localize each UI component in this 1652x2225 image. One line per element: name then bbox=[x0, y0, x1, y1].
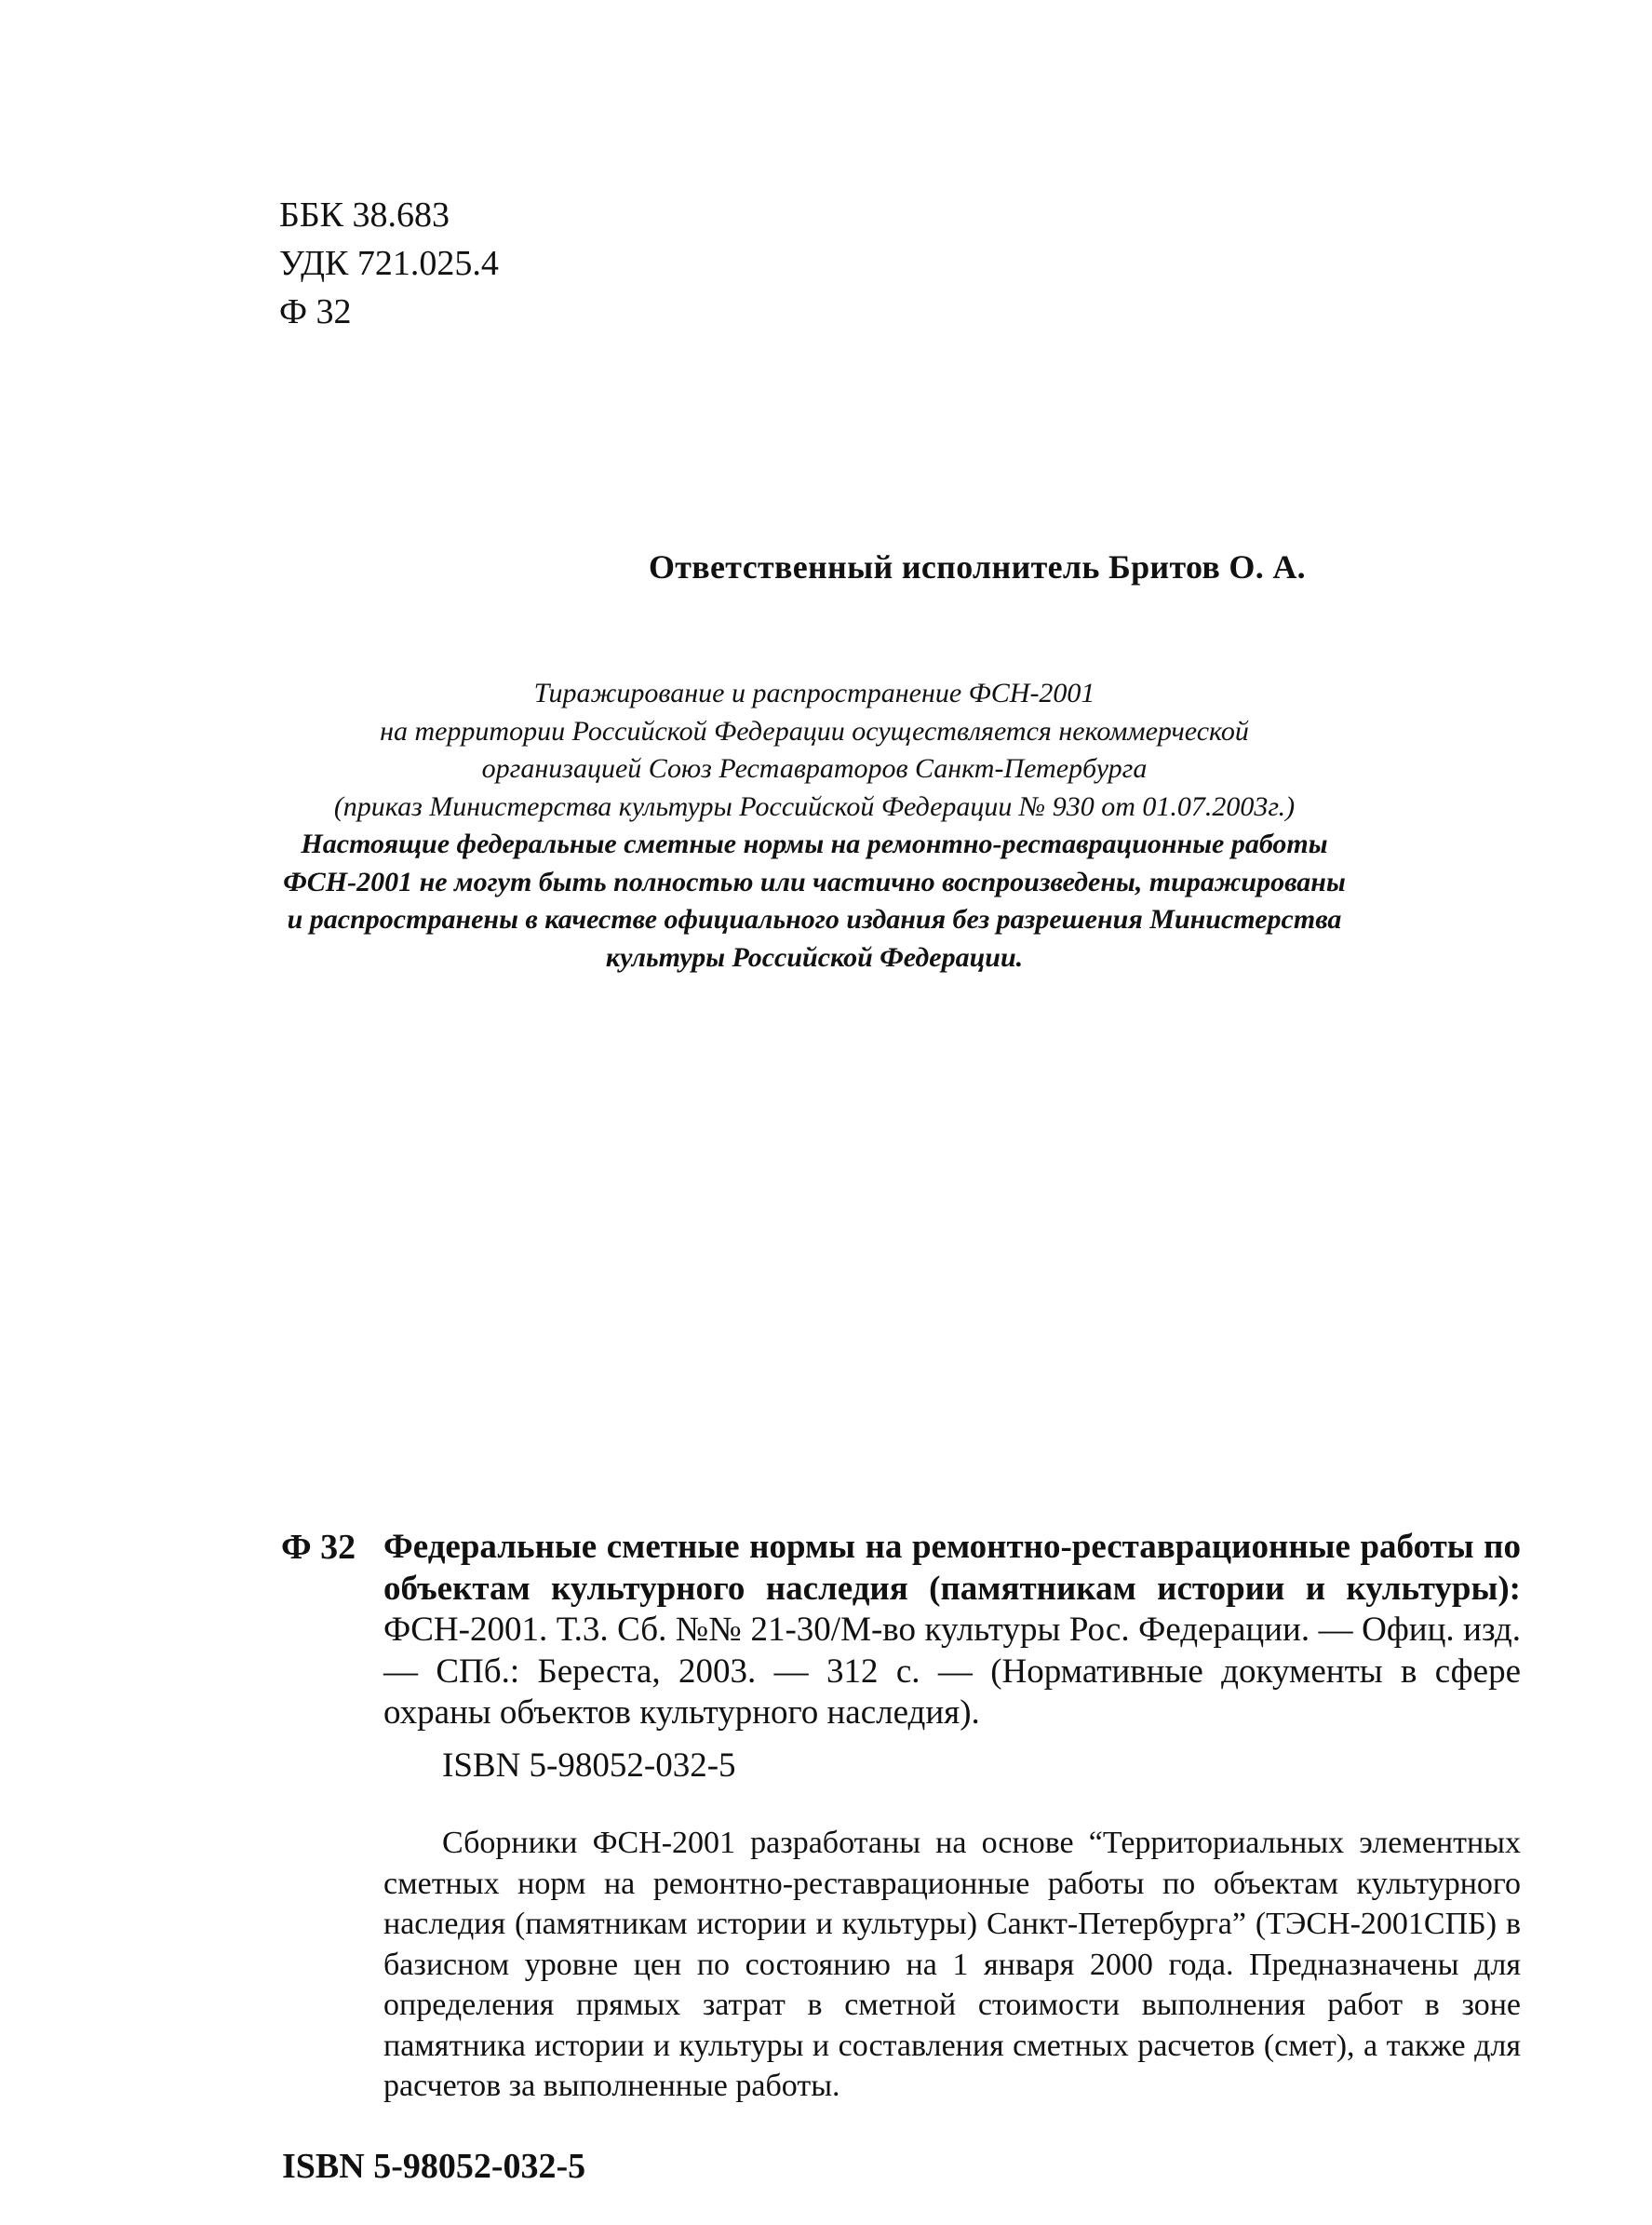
description-paragraph bbox=[383, 1823, 1521, 2107]
distribution-notice bbox=[279, 675, 1350, 977]
notice-line: (приказ Министерства культуры Российской Федерации № 930 от 01.07.2003г.) bbox=[333, 790, 1296, 822]
bbk-code: ББК 38.683 bbox=[279, 196, 450, 235]
publication-title: Федеральные сметные нормы на ремонтно-реставрационные работы по объектам культурного наследия (памятникам истории и культуры): bbox=[383, 1528, 1521, 1608]
notice-line: на территории Российской Федерации осуществляется некоммерческой bbox=[380, 715, 1249, 747]
notice-line: ФСН-2001 не могут быть полностью или частично воспроизведены, тиражированы bbox=[283, 866, 1346, 897]
notice-line: и распространены в качестве официального издания без разрешения Министерства bbox=[287, 904, 1342, 935]
notice-line: организацией Союз Реставраторов Санкт-Петербурга bbox=[481, 753, 1148, 784]
isbn-inline: ISBN 5-98052-032-5 bbox=[442, 1746, 736, 1785]
notice-line: Настоящие федеральные сметные нормы на ремонтно-реставрационные работы bbox=[301, 829, 1328, 859]
udk-code: УДК 721.025.4 bbox=[279, 244, 499, 283]
description-text: Сборники ФСН-2001 разработаны на основе “Территориальных элементных сметных норм на ремонтно-реставрационные работы по объектам культурного наследия (памятникам истории и культуры) Санкт-Петербурга” (ТЭСН-2001СПБ) в базисном уровне цен по состоянию на 1 января 2000 года. Предназначены для определения прямых затрат в сметной стоимости выполнения работ в зоне памятника истории и культуры и составления сметных расчетов (смет), а также для расчетов за выполненные работы. bbox=[383, 1826, 1521, 2103]
notice-line: культуры Российской Федерации. bbox=[605, 941, 1024, 973]
notice-line: Тиражирование и распространение ФСН-2001 bbox=[533, 678, 1095, 708]
author-mark: Ф 32 bbox=[279, 292, 352, 331]
responsible-executor: Ответственный исполнитель Бритов О. А. bbox=[649, 548, 1306, 586]
biblio-author-mark: Ф 32 bbox=[281, 1528, 356, 1567]
bibliographic-record bbox=[383, 1527, 1521, 1734]
isbn-bottom: ISBN 5-98052-032-5 bbox=[282, 2147, 586, 2186]
publication-details: ФСН-2001. Т.3. Сб. №№ 21-30/М-во культуры Рос. Федерации. — Офиц. изд. — СПб.: Береста, 2003. — 312 с. — (Нормативные документы в сфере охраны объектов культурного наследия). bbox=[383, 1611, 1521, 1732]
classification-block bbox=[279, 191, 499, 336]
